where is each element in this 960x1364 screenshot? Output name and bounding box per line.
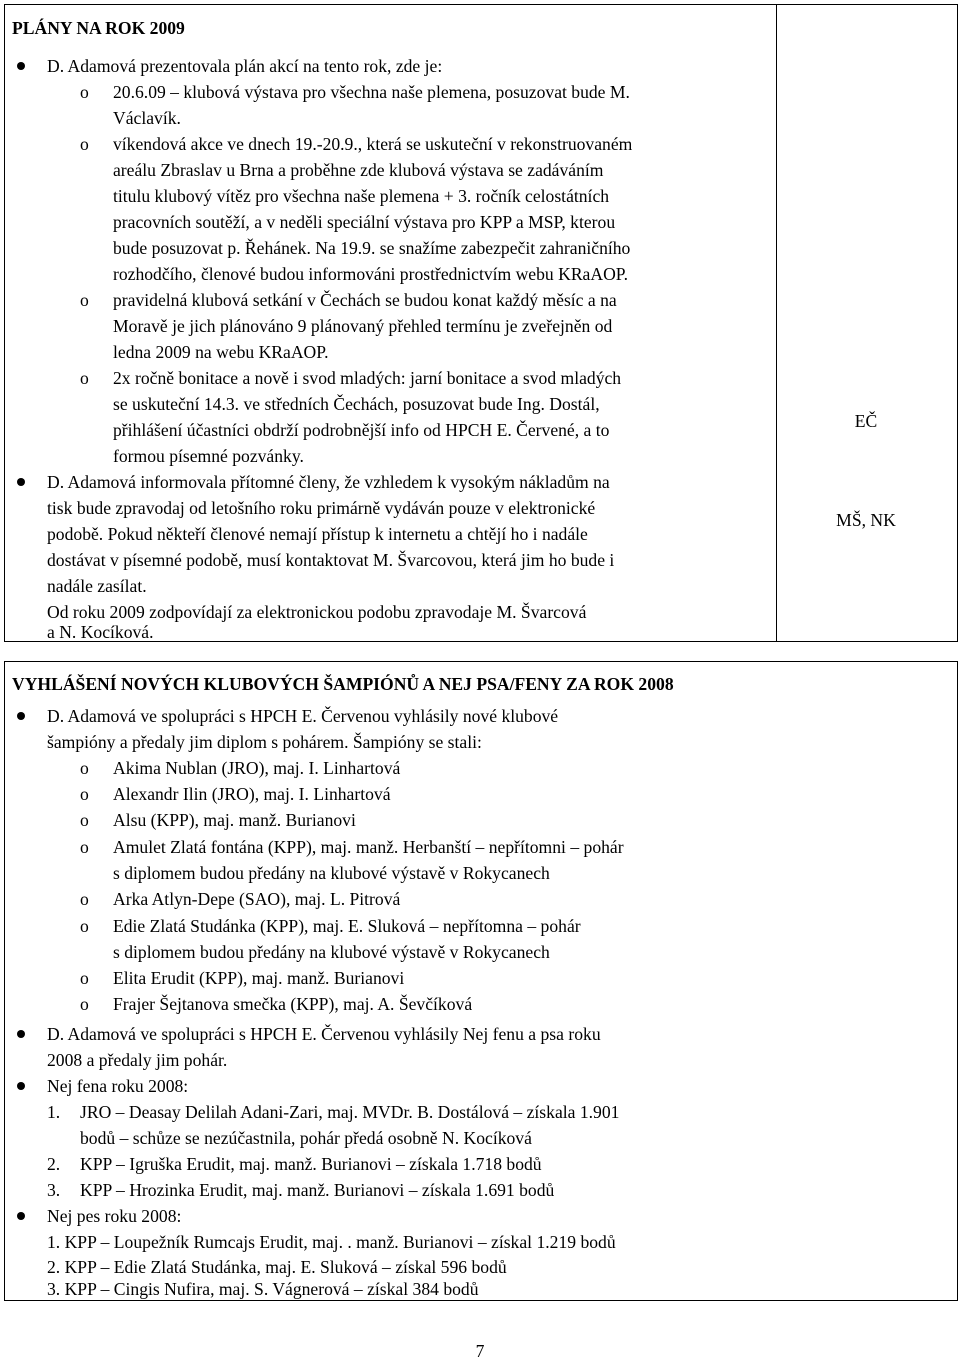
rank-line: JRO – Deasay Delilah Adani-Zari, maj. MVDr. B. Dostálová – získala 1.901 (80, 1102, 620, 1122)
champions-intro: šampióny a předaly jim diplom s pohárem. Šampióny se stali: (47, 732, 482, 752)
best-male-line: 1. KPP – Loupežník Rumcajs Erudit, maj. . manž. Burianovi – získal 1.219 bodů (47, 1232, 616, 1252)
sub-marker: o (80, 368, 89, 388)
rank-number: 2. (47, 1154, 61, 1174)
champion-marker: o (80, 837, 89, 857)
sub-line: Moravě je jich plánováno 9 plánovaný přehled termínu je zveřejněn od (113, 316, 613, 336)
page-number: 7 (475, 1341, 485, 1361)
sub-line: titulu klubový vítěz pro všechna naše plemena + 3. ročník celostátních (113, 186, 610, 206)
champion-line: Arka Atlyn-Depe (SAO), maj. L. Pitrová (113, 889, 401, 909)
newsletter-line: Od roku 2009 zodpovídají za elektronickou podobu zpravodaje M. Švarcová (47, 602, 587, 622)
sub-line: bude posuzovat p. Řehánek. Na 19.9. se snažíme zabezpečit zahraničního (113, 238, 631, 258)
section-title-champions: VYHLÁŠENÍ NOVÝCH KLUBOVÝCH ŠAMPIÓNŮ A NEJ PSA/FENY ZA ROK 2008 (12, 674, 674, 694)
sub-line: 2x ročně bonitace a nově i svod mladých: jarní bonitace a svod mladých (113, 368, 622, 388)
column-divider (776, 5, 777, 641)
champion-line: Alexandr Ilin (JRO), maj. I. Linhartová (113, 784, 391, 804)
champion-line: Elita Erudit (KPP), maj. manž. Burianovi (113, 968, 405, 988)
section-title-plans: PLÁNY NA ROK 2009 (12, 18, 185, 38)
sub-line: se uskuteční 14.3. ve středních Čechách, posuzovat bude Ing. Dostál, (113, 394, 600, 414)
best-male-title: Nej pes roku 2008: (47, 1206, 182, 1226)
sub-line: přihlášení účastníci obdrží podrobnější info od HPCH E. Červené, a to (113, 420, 610, 440)
champion-marker: o (80, 758, 89, 778)
newsletter-line: podobě. Pokud někteří členové nemají přístup k internetu a chtějí ho i nadále (47, 524, 588, 544)
champion-line: Amulet Zlatá fontána (KPP), maj. manž. Herbanští – nepřítomni – pohár (113, 837, 624, 857)
sub-line: Václavík. (113, 108, 181, 128)
bullet-icon (17, 712, 25, 720)
champion-marker: o (80, 889, 89, 909)
rank-number: 1. (47, 1102, 61, 1122)
rank-line: bodů – schůze se nezúčastnila, pohár předá osobně N. Kocíková (80, 1128, 532, 1148)
champion-marker: o (80, 810, 89, 830)
responsible-ms-nk: MŠ, NK (836, 510, 896, 530)
sub-line: pravidelná klubová setkání v Čechách se budou konat každý měsíc a na (113, 290, 617, 310)
bullet-icon (17, 1082, 25, 1090)
bullet-icon (17, 1212, 25, 1220)
sub-line: ledna 2009 na webu KRaAOP. (113, 342, 329, 362)
sub-marker: o (80, 134, 89, 154)
champion-line: Edie Zlatá Studánka (KPP), maj. E. Sluková – nepřítomna – pohár (113, 916, 581, 936)
champion-line: Alsu (KPP), maj. manž. Burianovi (113, 810, 356, 830)
newsletter-line: dostávat v písemné podobě, musí kontaktovat M. Švarcovou, která jim ho bude i (47, 550, 615, 570)
best-female-title: Nej fena roku 2008: (47, 1076, 189, 1096)
sub-line: formou písemné pozvánky. (113, 446, 304, 466)
champion-marker: o (80, 994, 89, 1014)
sub-marker: o (80, 82, 89, 102)
sub-line: rozhodčího, členové budou informováni prostřednictvím webu KRaAOP. (113, 264, 629, 284)
newsletter-line: tisk bude zpravodaj od letošního roku primárně vydáván pouze v elektronické (47, 498, 596, 518)
champions-intro: D. Adamová ve spolupráci s HPCH E. Červenou vyhlásily nové klubové (47, 706, 559, 726)
best-dogs-intro: D. Adamová ve spolupráci s HPCH E. Červenou vyhlásily Nej fenu a psa roku (47, 1024, 601, 1044)
champion-line: s diplomem budou předány na klubové výstavě v Rokycanech (113, 863, 550, 883)
sub-line: areálu Zbraslav u Brna a proběhne zde klubová výstava se zadáváním (113, 160, 604, 180)
champion-marker: o (80, 968, 89, 988)
champion-marker: o (80, 784, 89, 804)
rank-line: KPP – Hrozinka Erudit, maj. manž. Burianovi – získala 1.691 bodů (80, 1180, 555, 1200)
bullet-icon (17, 478, 25, 486)
newsletter-line: nadále zasílat. (47, 576, 147, 596)
rank-number: 3. (47, 1180, 61, 1200)
sub-marker: o (80, 290, 89, 310)
responsible-ec: EČ (854, 411, 878, 431)
sub-line: 20.6.09 – klubová výstava pro všechna naše plemena, posuzovat bude M. (113, 82, 630, 102)
champion-line: s diplomem budou předány na klubové výstavě v Rokycanech (113, 942, 550, 962)
newsletter-line: a N. Kocíková. (47, 622, 154, 642)
newsletter-line: D. Adamová informovala přítomné členy, že vzhledem k vysokým nákladům na (47, 472, 610, 492)
bullet-icon (17, 1030, 25, 1038)
best-male-line: 3. KPP – Cingis Nufira, maj. S. Vágnerová – získal 384 bodů (47, 1279, 479, 1299)
bullet-icon (17, 62, 25, 70)
champion-marker: o (80, 916, 89, 936)
sub-line: víkendová akce ve dnech 19.-20.9., která se uskuteční v rekonstruovaném (113, 134, 633, 154)
rank-line: KPP – Igruška Erudit, maj. manž. Burianovi – získala 1.718 bodů (80, 1154, 542, 1174)
champion-line: Frajer Šejtanova smečka (KPP), maj. A. Ševčíková (113, 994, 473, 1014)
sub-line: pracovních soutěží, a v neděli speciální výstava pro KPP a MSP, kterou (113, 212, 616, 232)
best-dogs-intro: 2008 a předaly jim pohár. (47, 1050, 228, 1070)
plans-intro: D. Adamová prezentovala plán akcí na tento rok, zde je: (47, 56, 443, 76)
champion-line: Akima Nublan (JRO), maj. I. Linhartová (113, 758, 401, 778)
best-male-line: 2. KPP – Edie Zlatá Studánka, maj. E. Sluková – získal 596 bodů (47, 1257, 507, 1277)
